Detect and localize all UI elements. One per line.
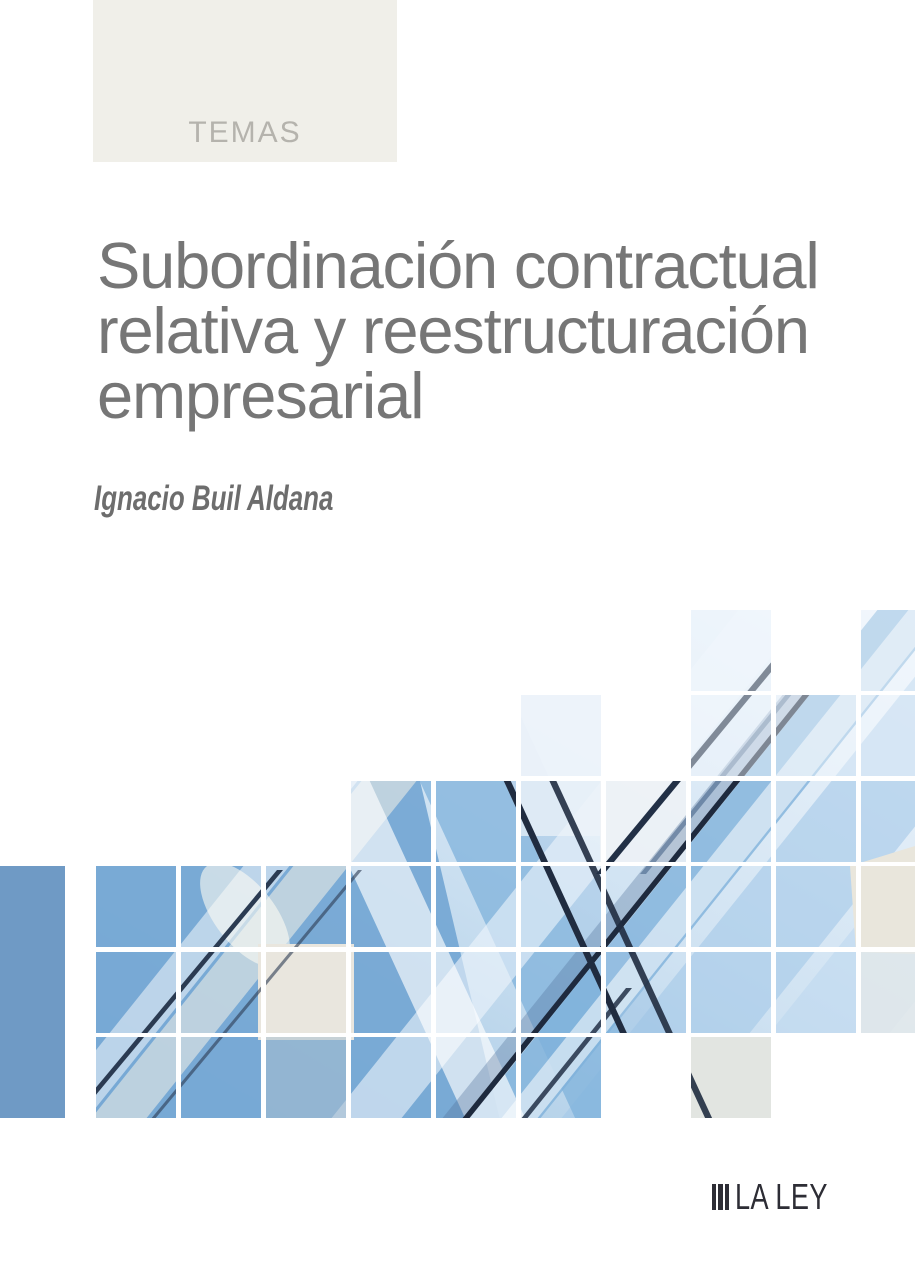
title-line: Subordinación contractual bbox=[97, 229, 819, 302]
publisher-name: LA LEY bbox=[735, 1176, 828, 1217]
series-banner bbox=[93, 0, 397, 162]
logo-bar-icon bbox=[718, 1184, 722, 1210]
left-accent-bar bbox=[0, 866, 65, 1118]
logo-bar-icon bbox=[712, 1184, 716, 1210]
logo-bar-icon bbox=[725, 1184, 729, 1210]
book-title bbox=[97, 229, 819, 432]
mosaic-photo-svg bbox=[0, 608, 915, 1120]
title-line: relativa y reestructuración bbox=[97, 294, 809, 367]
photo-diagonal-shapes bbox=[40, 608, 915, 1120]
publisher-logo bbox=[712, 1176, 858, 1217]
cover-art-mosaic bbox=[0, 608, 915, 1120]
author-name: Ignacio Buil Aldana bbox=[94, 479, 334, 518]
series-label: TEMAS bbox=[188, 116, 302, 149]
logo-bars-icon bbox=[712, 1184, 731, 1210]
title-line: empresarial bbox=[97, 359, 424, 432]
